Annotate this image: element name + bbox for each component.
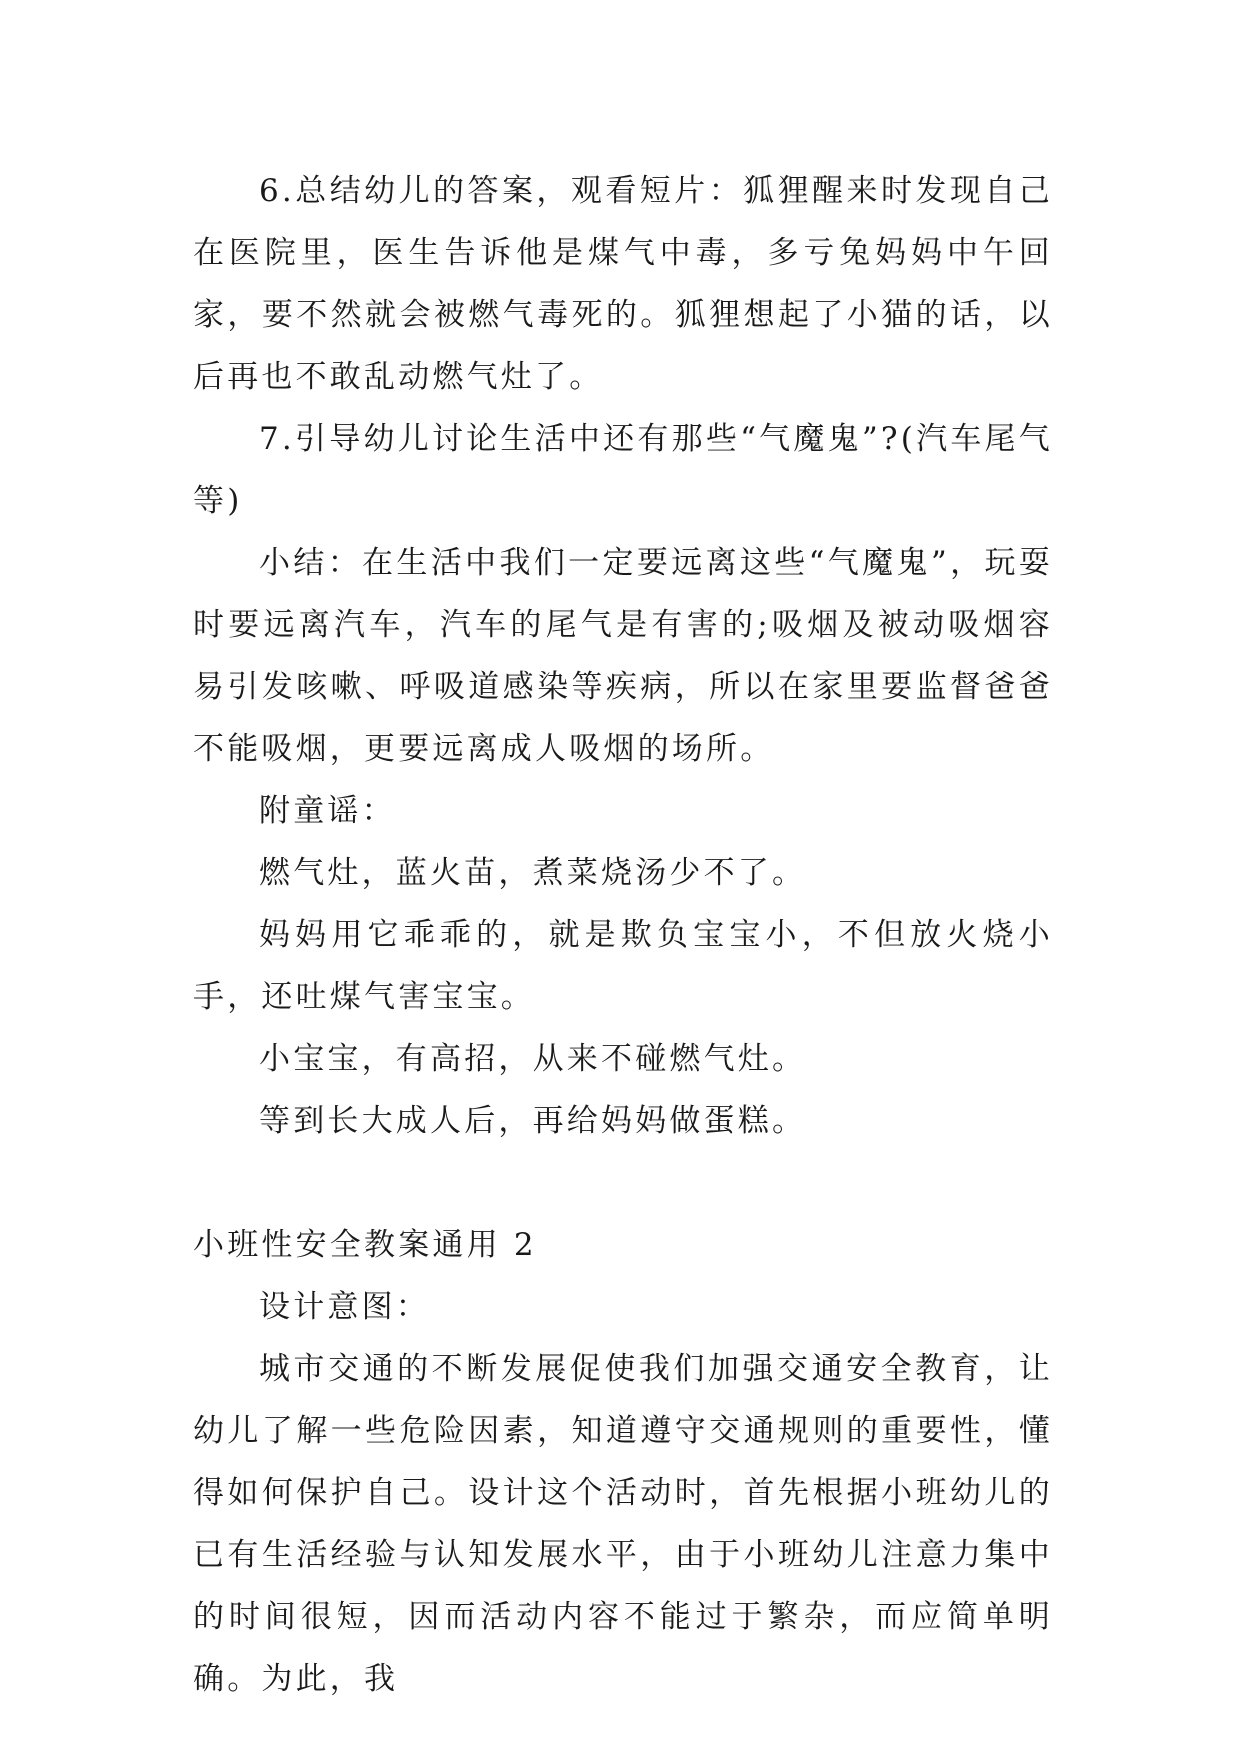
- paragraph-design-intent: 城市交通的不断发展促使我们加强交通安全教育，让幼儿了解一些危险因素，知道遵守交通规则的重要性，懂得如何保护自己。设计这个活动时，首先根据小班幼儿的已有生活经验与认知发展水平，由于小班幼儿注意力集中的时间很短，因而活动内容不能过于繁杂，而应简单明确。为此，我: [193, 1351, 1053, 1697]
- section-title: 小班性安全教案通用 2: [193, 1227, 537, 1263]
- paragraph-summary-answers: 6.总结幼儿的答案，观看短片：狐狸醒来时发现自己在医院里，医生告诉他是煤气中毒，多亏兔妈妈中午回家，要不然就会被燃气毒死的。狐狸想起了小猫的话，以后再也不敢乱动燃气灶了。: [193, 173, 1053, 395]
- document-body: [193, 160, 1053, 1710]
- section-gap: [193, 1152, 1053, 1214]
- paragraph-discussion: 7.引导幼儿讨论生活中还有那些“气魔鬼”?(汽车尾气等): [193, 421, 1053, 519]
- paragraph-rhyme-label: 附童谣：: [259, 793, 396, 829]
- paragraph-conclusion: 小结：在生活中我们一定要远离这些“气魔鬼”，玩耍时要远离汽车，汽车的尾气是有害的;吸烟及被动吸烟容易引发咳嗽、呼吸道感染等疾病，所以在家里要监督爸爸不能吸烟，更要远离成人吸烟的场所。: [193, 545, 1053, 767]
- paragraph-design-intent-label: 设计意图：: [259, 1289, 430, 1325]
- rhyme-line-4: 等到长大成人后，再给妈妈做蛋糕。: [259, 1103, 807, 1139]
- rhyme-line-2: 妈妈用它乖乖的，就是欺负宝宝小，不但放火烧小手，还吐煤气害宝宝。: [193, 917, 1053, 1015]
- rhyme-line-3: 小宝宝，有高招，从来不碰燃气灶。: [259, 1041, 807, 1077]
- rhyme-line-1: 燃气灶，蓝火苗，煮菜烧汤少不了。: [259, 855, 807, 891]
